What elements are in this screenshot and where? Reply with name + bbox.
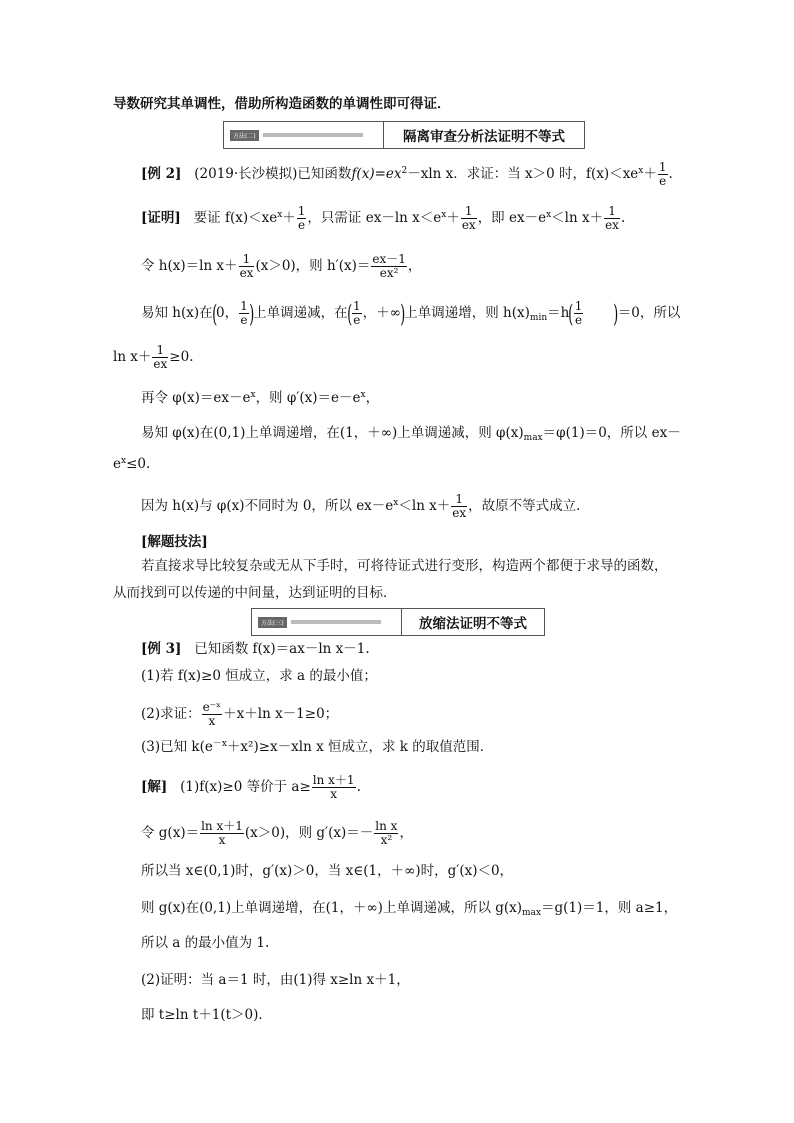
banner-title: 隔离审查分析法证明不等式 [403,129,565,145]
method-banner-2 [223,121,585,149]
method-banner-3 [251,608,545,636]
proof-line-6: 易知 φ(x)在(0,1)上单调递增，在(1，＋∞)上单调递减，则 $\varphi(x)_{max}=\varphi(1)=0$，所以 ex－ [141,425,681,443]
proof-line-7: $e^x\le 0$. [113,456,151,472]
tips-line-2: 从而找到可以传递的中间量，达到证明的目标． [113,585,397,601]
solution-line-3: 所以当 x∈(0,1)时，g′(x)＞0，当 x∈(1，＋∞)时，g′(x)＜0， [141,863,514,879]
solution-line-6: (2)证明：当 a＝1 时，由(1)得 x≥ln x＋1， [141,972,410,988]
example-3-statement: [例 3] 已知函数 f(x)＝ax－ln x－1. [141,641,370,657]
banner-title: 放缩法证明不等式 [419,616,527,632]
solution-line-7: 即 t≥ln t＋1(t＞0)． [141,1007,272,1023]
example-3-q3: (3)已知 $k(e^{-x}+x^2)\ge x-xln$ x 恒成立，求 k 的取值范围． [141,739,494,755]
proof-line-4: ln x＋ $\frac{1}{ex}$ ≥0. [113,343,194,371]
example-3-q2: (2)求证： $\frac{\text{e⁻ˣ}}{x}$ ＋x＋ln x－1≥0； [141,700,339,728]
solution-line-5: 所以 a 的最小值为 1. [141,935,270,951]
example-3-q1: (1)若 f(x)≥0 恒成立，求 a 的最小值； [141,668,377,684]
proof-line-8: 因为 h(x)与 φ(x)不同时为 0，所以 $ex-e^x<\ln$ x＋ $\frac{1}{ex}$ ，故原不等式成立． [141,492,590,520]
banner-tag: 方法(三) [258,617,287,628]
solution-line-2: 令 g(x)＝ $\frac{\text{ln x＋1}}{x}$ (x＞0)，则 g′(x)＝－ $\frac{\text{ln x}}{\text{x²}}$ ， [141,819,413,847]
banner-tag: 方法(二) [230,130,259,141]
proof-line-5: 再令 $\varphi(x)=ex-e^x$，则 $\varphi'(x)=e-e^x$， [141,390,380,406]
intro-line: 导数研究其单调性，借助所构造函数的单调性即可得证． [113,96,451,112]
solution-line-1: [解] (1)f(x)≥0 等价于 a≥ $\frac{\text{ln x＋1}}{x}$ . [141,773,361,801]
proof-line-1: [证明] 要证 $f(x)<xe^x+$ $\frac{1}{e}$ ，只需证 ex－ln $x<e^x+$ $\frac{1}{ex}$ ，即 $ex-e^x<\ln$ x＋ $\frac{1}{ex}$ . [141,204,626,232]
solution-line-4: 则 g(x)在(0,1)上单调递增，在(1，＋∞)上单调递减，所以 $g(x)_{max}=g(1)=1$，则 a≥1， [141,900,678,918]
tips-label: [解题技法] [141,534,208,550]
example-2-statement: [例 2] (2019·长沙模拟)已知函数$f(x)=ex^2-xln$ x．求证：当 x＞0 时，$f(x)<xe^x+$ $\frac{1}{e}$ . [141,160,673,188]
proof-line-3: 易知 h(x)在(0， $\frac{1}{e}$ )上单调递减，在( $\frac{1}{e}$ ，＋∞)上单调递增，则 $h(x)_{min}=h$( $\frac{1}{e}$ )＝0，所以 [141,299,681,328]
proof-line-2: 令 h(x)＝ln x＋ $\frac{1}{ex}$ (x＞0)，则 h′(x)＝ $\frac{ex-1}{\text{ex²}}$ ， [141,252,422,280]
tips-line-1: 若直接求导比较复杂或无从下手时，可将待证式进行变形，构造两个都便于求导的函数， [141,558,668,574]
